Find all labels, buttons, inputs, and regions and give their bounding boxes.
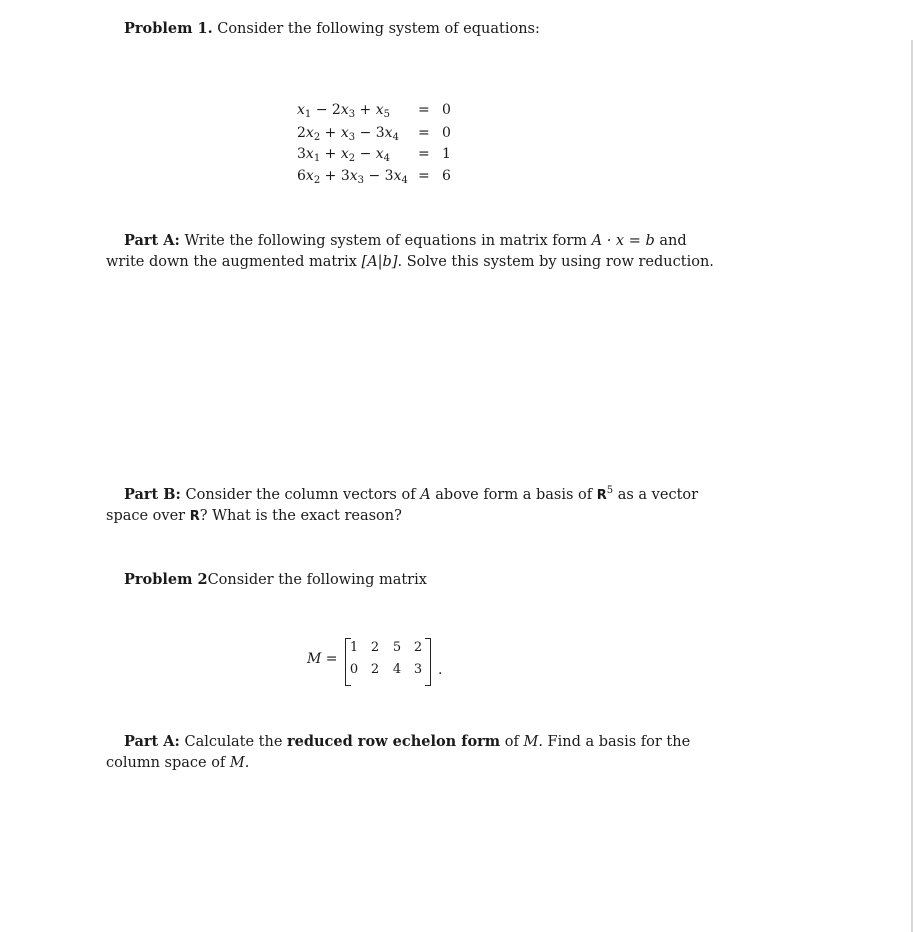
problem1-intro-text: Consider the following system of equations: bbox=[217, 21, 540, 37]
matrix-cell: 5 bbox=[392, 640, 402, 655]
equation-lhs: $6x_2 + 3x_3 - 3x_4$ bbox=[297, 168, 408, 186]
partA-label: Part A: bbox=[124, 232, 180, 249]
problem2-partA-line1: Part A: Calculate the reduced row echelon form of M. Find a basis for the bbox=[124, 733, 691, 750]
problem1-intro bbox=[124, 18, 540, 40]
real-numbers-symbol: R bbox=[189, 509, 200, 524]
equals-sign: = bbox=[418, 125, 430, 141]
problem1-partB-line2: space over R? What is the exact reason? bbox=[106, 508, 402, 524]
right-bracket bbox=[425, 638, 431, 686]
matrix-cell: 3 bbox=[413, 662, 423, 677]
matrix-label: M = bbox=[307, 651, 338, 667]
matrix-cell: 2 bbox=[370, 640, 380, 655]
rref-phrase: reduced row echelon form bbox=[287, 733, 501, 750]
equation-lhs: $3x_1 + x_2 - x_4$ bbox=[297, 146, 391, 164]
real-numbers-symbol: R bbox=[596, 488, 607, 503]
matrix-cell: 2 bbox=[413, 640, 423, 655]
matrix-period: . bbox=[438, 662, 443, 678]
equation-rhs: 0 bbox=[442, 125, 451, 141]
problem1-partB-line1: Part B: Consider the column vectors of A above form a basis of $R^5$ as a vector bbox=[124, 485, 699, 503]
problem2-intro-text: Consider the following matrix bbox=[207, 572, 427, 588]
augmented-matrix: [A|b] bbox=[361, 254, 398, 270]
matrix-cell: 4 bbox=[392, 662, 402, 677]
partB-label: Part B: bbox=[124, 486, 181, 503]
equals-sign: = bbox=[418, 146, 430, 162]
matrix-cell: 0 bbox=[349, 662, 359, 677]
problem1-heading: Problem 1. bbox=[124, 20, 213, 37]
problem1-partA-line1: Part A: Write the following system of equations in matrix form A · x = b and bbox=[124, 232, 687, 249]
equals-sign: = bbox=[418, 102, 430, 118]
partA-label: Part A: bbox=[124, 733, 180, 750]
equals-sign: = bbox=[418, 168, 430, 184]
matrix-equation: A · x = b bbox=[591, 233, 655, 249]
problem1-partA-line2: write down the augmented matrix [A|b]. Solve this system by using row reduction. bbox=[106, 254, 714, 270]
matrix-cell: 1 bbox=[349, 640, 359, 655]
problem2-intro bbox=[124, 569, 427, 591]
problem2-partA-line2: column space of M. bbox=[106, 755, 250, 771]
matrix-cell: 2 bbox=[370, 662, 380, 677]
equation-rhs: 1 bbox=[442, 146, 451, 162]
problem2-heading: Problem 2 bbox=[124, 571, 208, 588]
equation-rhs: 6 bbox=[442, 168, 451, 184]
equation-rhs: 0 bbox=[442, 102, 451, 118]
equation-lhs: $2x_2 + x_3 - 3x_4$ bbox=[297, 125, 399, 143]
equation-lhs: $x_1 - 2x_3 + x_5$ bbox=[297, 102, 391, 120]
